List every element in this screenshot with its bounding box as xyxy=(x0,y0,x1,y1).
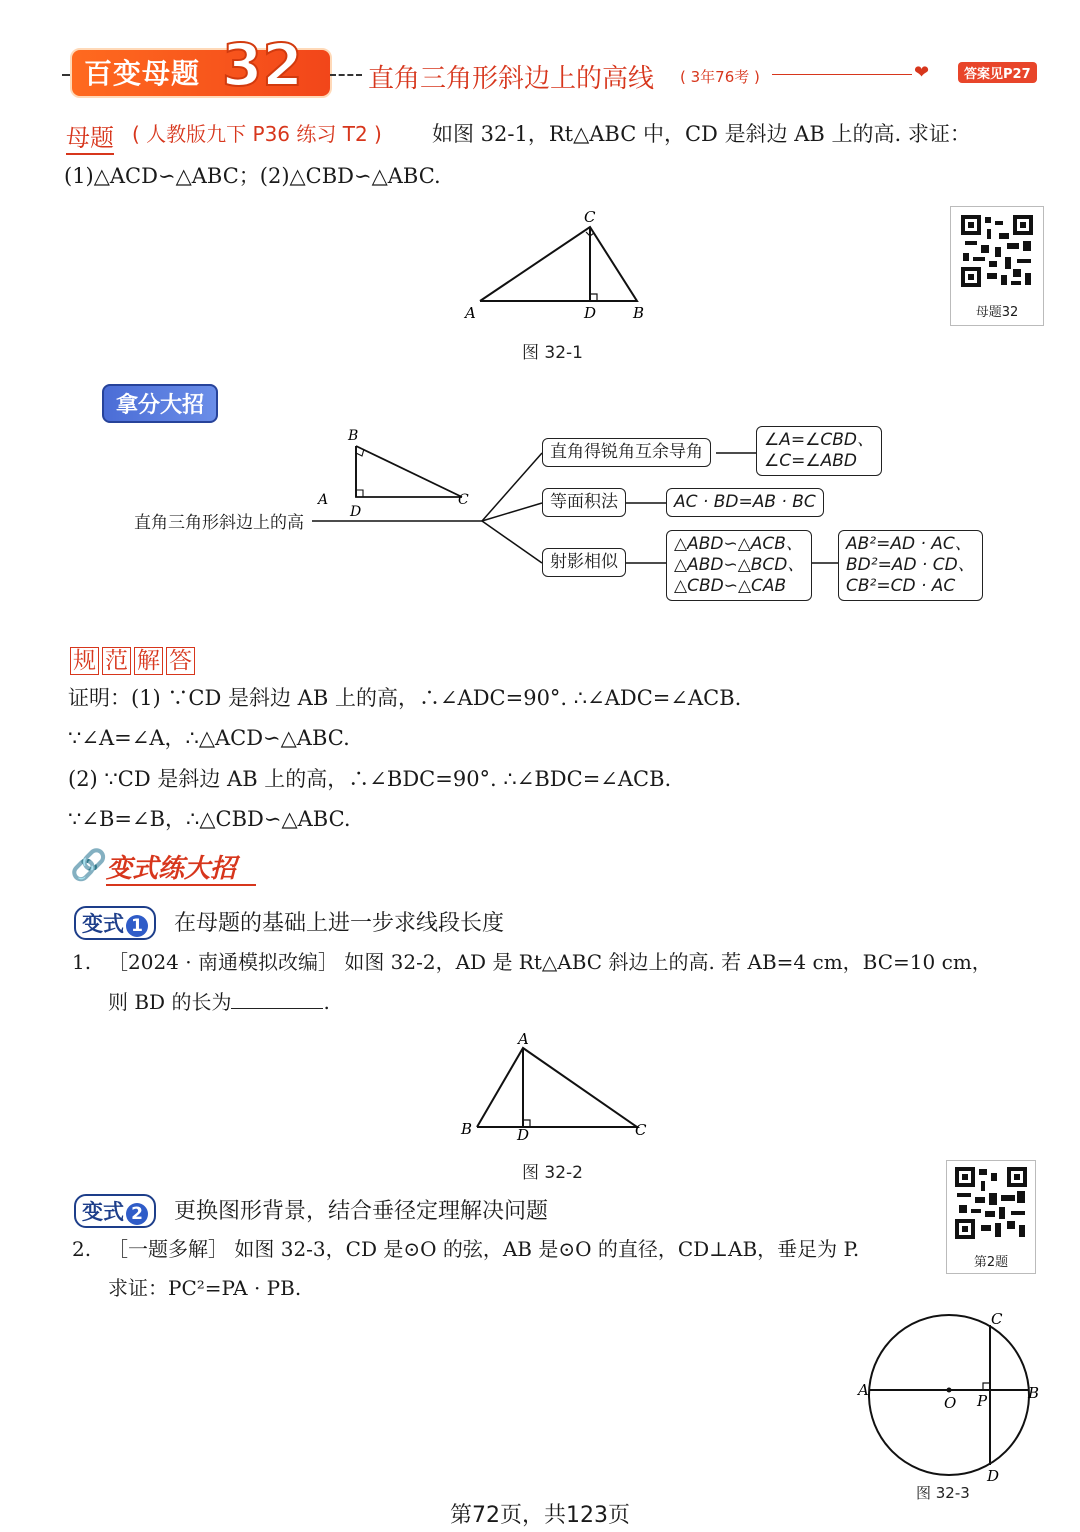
series-number: 32 xyxy=(222,31,303,99)
proof-line-4: ∵∠B=∠B，∴△CBD∽△ABC. xyxy=(68,807,351,831)
label-char-1: 规 xyxy=(70,647,99,675)
mind-map-root: 直角三角形斜边上的高 xyxy=(134,513,304,533)
point-label-b-fig3: B xyxy=(1028,1384,1040,1402)
proof-line-2: ∵∠A=∠A，∴△ACD∽△ABC. xyxy=(68,726,350,750)
point-label-c-fig2: C xyxy=(635,1121,647,1139)
qr-code-mother-32[interactable] xyxy=(950,206,1044,326)
mind-map-figure xyxy=(312,424,482,520)
variant-1-number: 1 xyxy=(126,915,148,937)
question-1-period: . xyxy=(323,990,330,1014)
qr-caption-mother: 母题32 xyxy=(975,305,1019,320)
question-1-line2 xyxy=(108,988,330,1016)
variants-title-underline xyxy=(106,884,256,886)
qr-code-icon-2 xyxy=(947,1161,1035,1251)
branch-equal-area: 等面积法 xyxy=(542,488,626,517)
right-angle-mark-p xyxy=(983,1383,990,1390)
label-char-2: 范 xyxy=(102,647,131,675)
point-label-a-small: A xyxy=(318,492,329,508)
projective-result-1: AB²=AD · AC、 xyxy=(846,534,972,554)
point-label-d-fig3: D xyxy=(987,1467,1000,1485)
qr-code-icon xyxy=(951,207,1043,301)
figure-32-3-caption: 图 32-3 xyxy=(916,1484,970,1502)
label-char-3: 解 xyxy=(134,647,163,675)
standard-answer-label xyxy=(70,642,198,675)
connector-branch-2 xyxy=(482,503,542,521)
triangle-abc-fig2 xyxy=(477,1048,637,1127)
branch-projective-similarity: 射影相似 xyxy=(542,548,626,577)
point-label-c: C xyxy=(584,208,596,226)
similar-item-1: △ABD∽△ACB、 xyxy=(674,534,803,554)
chapter-title: 直角三角形斜边上的高线 xyxy=(368,64,655,94)
proof-line-1: 证明：(1) ∵CD 是斜边 AB 上的高，∴∠ADC=90°. ∴∠ADC=∠ACB. xyxy=(68,686,742,710)
triangle-abc xyxy=(480,227,637,301)
connector-branch-1 xyxy=(482,453,542,521)
mother-problem-label: 母题 xyxy=(66,118,114,155)
question-1-number: 1. xyxy=(72,950,92,974)
branch-1-results xyxy=(756,426,882,476)
scoring-tips-tag: 拿分大招 xyxy=(102,384,218,423)
point-label-b-fig2: B xyxy=(461,1120,473,1138)
answer-reference-badge: 答案见P27 xyxy=(958,62,1037,83)
center-point-o xyxy=(947,1388,952,1393)
point-label-c-fig3: C xyxy=(991,1310,1003,1328)
projective-result-2: BD²=AD · CD、 xyxy=(846,555,975,575)
mother-problem-line2: (1)△ACD∽△ABC；(2)△CBD∽△ABC. xyxy=(64,164,441,188)
variants-section-title: 变式练大招 xyxy=(106,854,237,884)
branch-complementary-angles: 直角得锐角互余导角 xyxy=(542,438,711,467)
branch-3-results xyxy=(838,530,983,601)
swirl-icon: ❤ xyxy=(914,62,930,83)
series-title: 百变母题 xyxy=(84,57,201,90)
point-label-a-fig2: A xyxy=(518,1030,529,1048)
point-label-o-fig3: O xyxy=(944,1394,957,1412)
page-header xyxy=(0,0,1080,110)
proof-line-3: (2) ∵CD 是斜边 AB 上的高，∴∠BDC=90°. ∴∠BDC=∠ACB. xyxy=(68,767,672,791)
variant-2-tag xyxy=(74,1194,156,1228)
variant-2-description: 更换图形背景，结合垂径定理解决问题 xyxy=(174,1199,549,1224)
figure-32-1-caption: 图 32-1 xyxy=(522,343,583,363)
variant-1-tag xyxy=(74,906,156,940)
figure-32-1 xyxy=(455,205,655,325)
figure-32-3 xyxy=(852,1308,1052,1488)
answer-blank[interactable] xyxy=(231,988,323,1009)
branch-1-result-2: ∠C=∠ABD xyxy=(764,451,857,471)
similar-item-3: △CBD∽△CAB xyxy=(674,576,787,596)
branch-2-result: AC · BD=AB · BC xyxy=(666,488,824,517)
variant-2-tag-text: 变式 xyxy=(82,1200,124,1224)
qr-code-question-2[interactable] xyxy=(946,1160,1036,1274)
question-2-line1: ［一题多解］ 如图 32-3，CD 是⊙O 的弦，AB 是⊙O 的直径，CD⊥AB，垂足为 P. xyxy=(108,1237,860,1261)
question-1-prompt: 则 BD 的长为 xyxy=(108,990,232,1014)
header-rule-right xyxy=(772,74,912,75)
point-label-d: D xyxy=(584,304,597,322)
point-label-a-fig3: A xyxy=(858,1381,869,1399)
question-1-line1: ［2024 · 南通模拟改编］ 如图 32-2，AD 是 Rt△ABC 斜边上的高. 若 AB=4 cm，BC=10 cm， xyxy=(108,950,992,974)
projective-result-3: CB²=CD · AC xyxy=(846,576,956,596)
variant-1-tag-text: 变式 xyxy=(82,912,124,936)
label-char-4: 答 xyxy=(166,647,195,675)
figure-32-2-caption: 图 32-2 xyxy=(522,1163,583,1183)
point-label-d-fig2: D xyxy=(517,1126,530,1144)
hypotenuse-bc-small xyxy=(356,446,462,497)
header-rule-mid xyxy=(330,74,362,76)
link-icon: 🔗 xyxy=(70,848,108,883)
question-2-line2: 求证：PC²=PA · PB. xyxy=(108,1276,302,1300)
mother-problem-line1: 如图 32-1，Rt△ABC 中，CD 是斜边 AB 上的高. 求证： xyxy=(432,122,971,146)
point-label-d-small: D xyxy=(350,504,362,520)
right-angle-mark-d xyxy=(590,294,597,301)
point-label-a: A xyxy=(465,304,476,322)
connector-branch-3 xyxy=(482,521,542,563)
point-label-b: B xyxy=(633,304,645,322)
mother-problem-source: ( 人教版九下 P36 练习 T2 ) xyxy=(132,122,382,146)
point-label-p-fig3: P xyxy=(977,1392,988,1410)
point-label-b-small: B xyxy=(348,428,359,444)
page-footer: 第72页，共123页 xyxy=(450,1503,630,1528)
figure-32-2 xyxy=(455,1030,655,1146)
similar-item-2: △ABD∽△BCD、 xyxy=(674,555,805,575)
qr-caption-question-2: 第2题 xyxy=(973,1255,1009,1270)
question-2-number: 2. xyxy=(72,1237,92,1261)
chapter-note: ( 3年76考 ) xyxy=(680,68,760,86)
right-angle-mark-small-d xyxy=(356,490,363,497)
branch-1-result-1: ∠A=∠CBD、 xyxy=(764,430,874,450)
branch-3-similar-list xyxy=(666,530,812,601)
point-label-c-small: C xyxy=(458,492,469,508)
variant-2-number: 2 xyxy=(126,1203,148,1225)
variant-1-description: 在母题的基础上进一步求线段长度 xyxy=(174,911,505,936)
